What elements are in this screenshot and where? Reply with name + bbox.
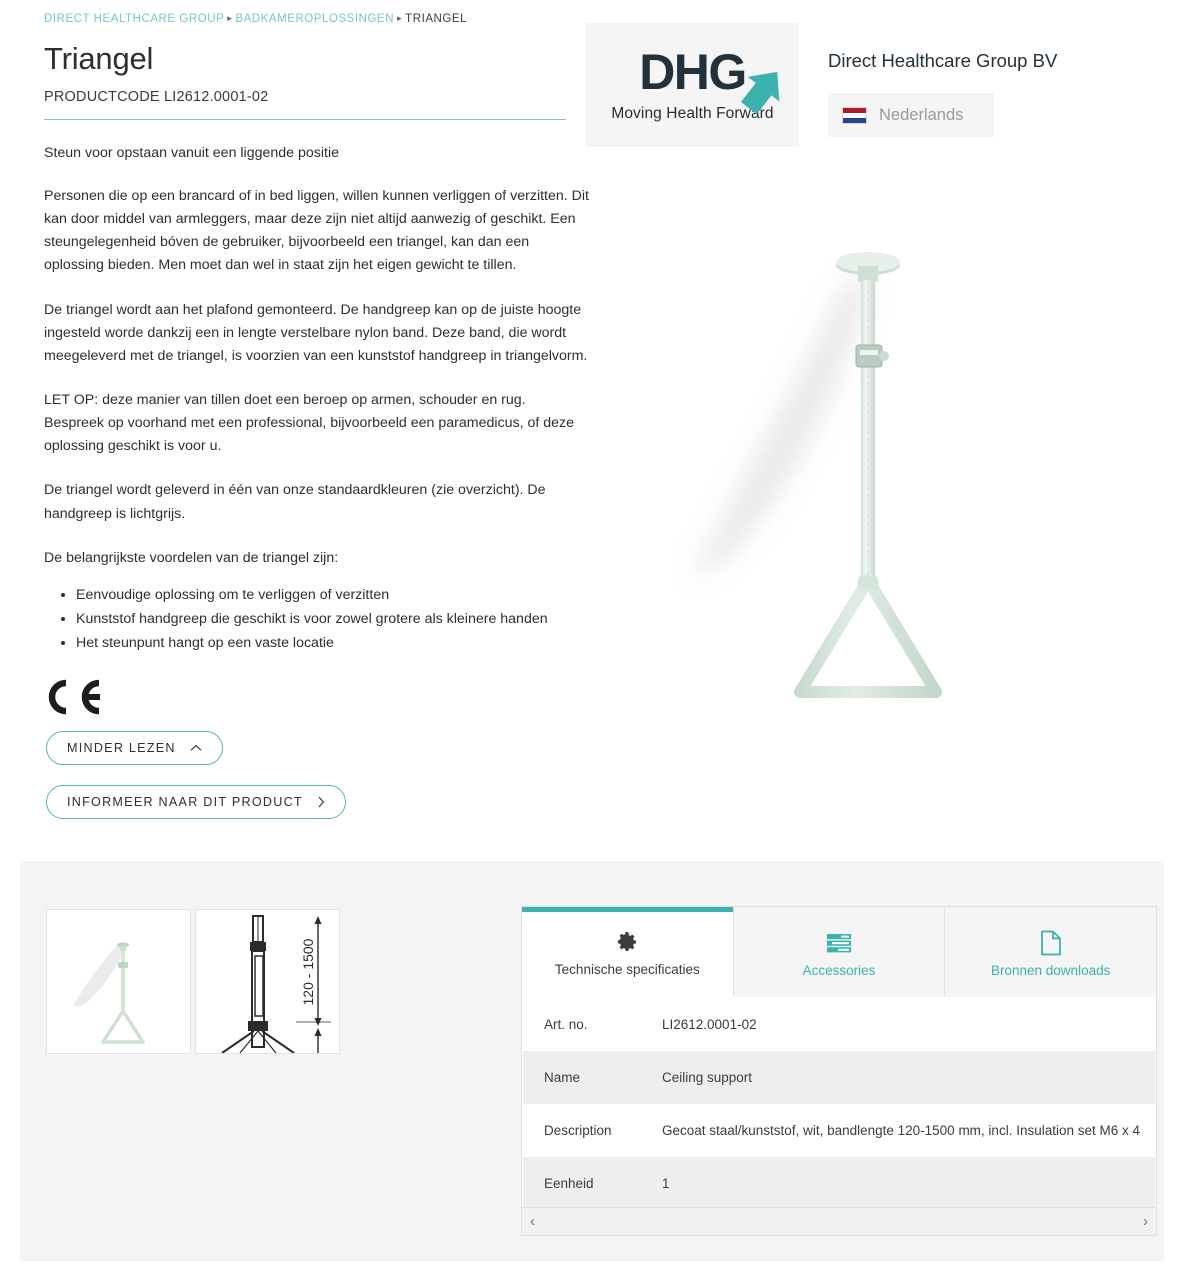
tab-accessories[interactable] — [734, 907, 946, 997]
product-benefits-list — [44, 584, 589, 654]
gallery-thumbnail-photo[interactable] — [46, 909, 191, 1054]
spec-value: LI2612.0001-02 — [662, 1017, 757, 1032]
netherlands-flag-icon — [842, 107, 867, 124]
breadcrumb-separator-1: ▸ — [397, 13, 403, 23]
spec-value: Gecoat staal/kunststof, wit, bandlengte 120-1500 mm, incl. Insulation set M6 x 4 — [662, 1123, 1141, 1138]
table-row — [523, 1157, 1155, 1207]
spec-key: Eenheid — [544, 1176, 594, 1191]
product-lead-text: Steun voor opstaan vanuit een liggende positie — [44, 144, 340, 161]
breadcrumb-item-0[interactable]: DIRECT HEALTHCARE GROUP — [44, 13, 225, 25]
table-row — [523, 1104, 1155, 1157]
read-less-button[interactable] — [46, 731, 223, 765]
scroll-left-arrow[interactable]: ‹ — [530, 1213, 535, 1230]
inquire-product-button[interactable] — [46, 785, 346, 819]
title-divider — [44, 119, 566, 120]
read-less-label: MINDER LEZEN — [67, 741, 176, 755]
chevron-right-icon — [317, 796, 325, 808]
product-info-tabs — [521, 906, 1157, 1236]
spec-value: 1 — [662, 1176, 670, 1191]
table-horizontal-scrollbar[interactable] — [522, 1207, 1156, 1235]
breadcrumb-item-current: TRIANGEL — [405, 13, 468, 25]
gallery-thumbnail-drawing[interactable] — [195, 909, 340, 1054]
scroll-right-arrow[interactable]: › — [1143, 1213, 1148, 1230]
table-row — [523, 998, 1155, 1051]
tab-technische-specificaties[interactable] — [522, 907, 734, 997]
product-paragraph-3: LET OP: deze manier van tillen doet een beroep op armen, schouder en rug. Bespreek op voorhand met een professional, bijvoorbeeld een paramedicus, of deze oplossing geschikt is voor u. — [44, 392, 575, 455]
tab-bronnen-downloads[interactable] — [945, 907, 1156, 997]
company-name: Direct Healthcare Group BV — [828, 50, 1058, 71]
product-details-panel — [20, 861, 1164, 1261]
list-item: • Kunststof handgreep die geschikt is voor zowel grotere als kleinere handen — [76, 608, 589, 630]
list-item: • Het steunpunt hangt op een vaste locatie — [76, 632, 589, 654]
spec-key: Art. no. — [544, 1017, 588, 1032]
chevron-up-icon — [190, 744, 202, 752]
list-item: • Eenvoudige oplossing om te verliggen of verzitten — [76, 584, 589, 606]
logo-wordmark — [639, 44, 746, 100]
breadcrumb-item-1[interactable]: BADKAMEROPLOSSINGEN — [235, 13, 395, 25]
inquire-label: INFORMEER NAAR DIT PRODUCT — [67, 795, 303, 809]
logo-text: DHG — [639, 44, 746, 100]
tab-label: Accessories — [802, 962, 876, 978]
breadcrumb-separator-0: ▸ — [227, 13, 233, 23]
spec-table-scroll-area — [523, 998, 1155, 1207]
spec-key: Name — [544, 1070, 581, 1085]
spec-key: Description — [544, 1123, 612, 1138]
logo-tagline: Moving Health Forward — [611, 105, 774, 122]
document-icon — [1040, 927, 1062, 959]
drawing-dimension-label: 120 - 1500 — [300, 938, 316, 1006]
product-paragraph-4: De triangel wordt geleverd in één van onze standaardkleuren (zie overzicht). De handgreep is lichtgrijs. — [44, 482, 546, 522]
spec-table — [523, 998, 1155, 1207]
language-selector[interactable] — [828, 93, 994, 137]
list-rows-icon — [826, 927, 852, 959]
logo-swoosh-icon — [737, 55, 789, 117]
tab-label: Technische specificaties — [554, 962, 700, 977]
tab-bar — [522, 907, 1156, 997]
tab-label: Bronnen downloads — [991, 962, 1111, 978]
breadcrumb — [44, 13, 467, 25]
product-description-column — [44, 40, 589, 656]
language-label: Nederlands — [879, 105, 964, 124]
page-title: Triangel — [44, 41, 154, 76]
product-paragraph-5: De belangrijkste voordelen van de triangel zijn: — [44, 549, 339, 566]
spec-value: Ceiling support — [662, 1070, 753, 1085]
product-paragraph-1: Personen die op een brancard of in bed liggen, willen kunnen verliggen of verzitten. Dit kan door middel van armleggers, maar deze zijn niet altijd aanwezig of geschikt. Een steungelegenheid bóven de gebruiker, bijvoorbeeld een triangel, kan dan een oplossing bieden. Men moet dan wel in staat zijn het eigen gewicht te tillen. — [44, 188, 589, 274]
gear-icon — [615, 926, 639, 958]
table-row — [523, 1051, 1155, 1104]
product-code: PRODUCTCODE LI2612.0001-02 — [44, 88, 269, 105]
product-paragraph-2: De triangel wordt aan het plafond gemonteerd. De handgreep kan op de juiste hoogte ingesteld worde dankzij een in lengte verstelbare nylon band. Deze band, die wordt meegeleverd met de triangel, is voorzien van een kunststof handgreep in triangelvorm. — [44, 301, 588, 364]
ce-mark-icon — [44, 678, 104, 716]
product-hero-image — [600, 180, 1160, 700]
